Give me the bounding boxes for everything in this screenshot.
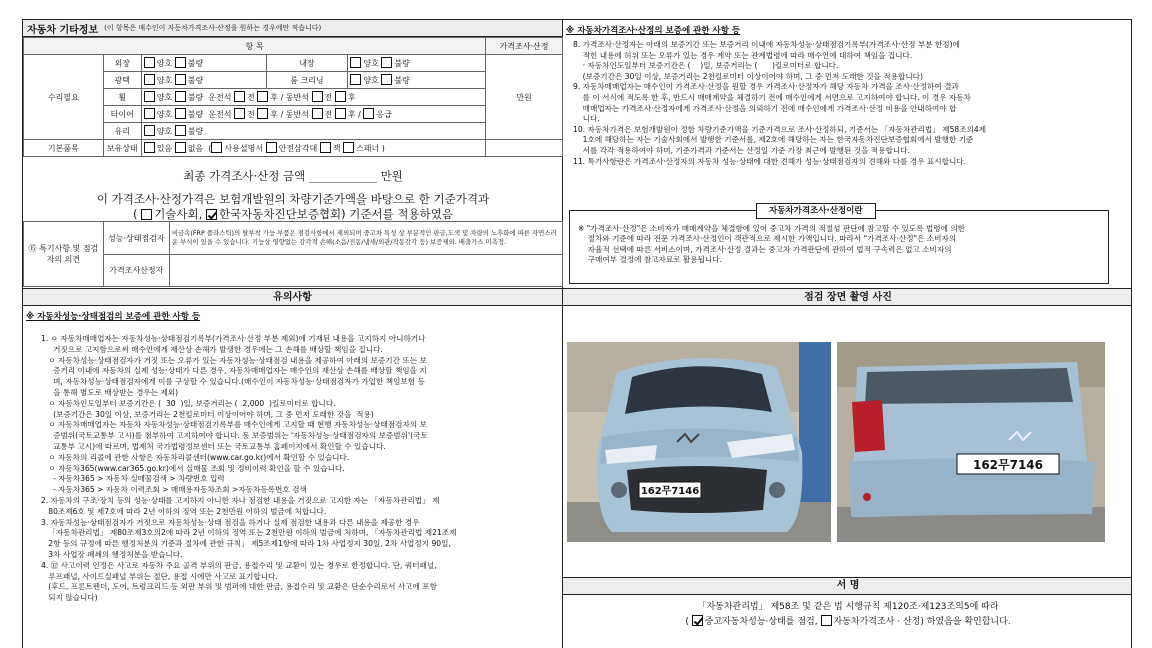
- front-car-photo: [567, 342, 831, 542]
- checkbox[interactable]: [381, 74, 392, 85]
- price-guarantee-items: [573, 40, 1128, 167]
- text-line: 니다.: [573, 114, 600, 124]
- text-line: (보증기간은 30일 이상, 보증거리는 2천킬로미터 이상이어야 하며, 그 중 먼저 도래한 것을 적용합니다): [573, 71, 923, 81]
- checkbox[interactable]: [343, 142, 354, 153]
- checkbox[interactable]: [175, 74, 186, 85]
- inspection-form-page: [22, 19, 1132, 648]
- exterior-options: 양호 불량: [141, 55, 266, 72]
- checkbox[interactable]: [363, 108, 374, 119]
- text-line: (후드, 프론트펜더, 도어, 트렁크리드 등 외판 부위 및 범퍼에 대한 판금, 용접수리 및 교환은 단순수리로서 사고에 포함: [41, 582, 437, 592]
- text-line: 되지 않습니다): [41, 593, 98, 603]
- text-line: 3차 사업장 폐쇄의 행정처분을 받습니다.: [41, 549, 183, 559]
- inspector-label: 성능·상태점검자: [103, 222, 169, 255]
- text-line: 를 이 서식에 적도록 한 후, 반드시 매매계약을 체결하기 전에 매수인에게 서면으로 고지하여야 합니다. 이 경우 자동차: [573, 92, 971, 102]
- text-line: 9. 자동차매매업자는 매수인이 가격조사·산정을 원할 경우 가격조사·산정자가 해당 자동차 가격을 조사·산정하여 결과: [573, 82, 959, 92]
- rear-plate: 162무7146: [972, 458, 1044, 472]
- checkbox-kadis[interactable]: [206, 209, 217, 220]
- inspector-note: 비금속(FRP 플라스틱)의 탈부착 가능 부품은 점검사항에서 제외되며 중고차 특성 상 부분적인 판금,도색 및 차량의 노후화에 따른 자연스러운 부식이 있을 수 있습니다. 기능상 영향없는 감각적 손해(소음/진동/냄새/외관/작동감각 등) 보증제외. 배출가스 미측정.: [169, 222, 562, 255]
- signature-line-1: 「자동차관리법」 제58조 및 같은 법 시행규칙 제120조·제123조의5에 따라: [697, 602, 999, 612]
- text-line: 증범위(국토교통부 고시)를 첨부하여 고지하여야 합니다. 동 보증범위는 '자동차성능·상태점검자의 보증범위'(국토: [41, 431, 428, 441]
- checkbox[interactable]: [175, 57, 186, 68]
- wheel-options: 양호 불량 운전석 전 후 / 동반석 전 후: [141, 89, 485, 106]
- text-line: - 자동차365 > 자동차 이력조회 > 매매용자동차조회 >자동차등록번호 검색: [41, 485, 307, 495]
- text-line: 4. ⑫ 사고이력 인정은 사고로 자동차 주요 골격 부위의 판금, 용접수리 및 교환이 있는 경우로 한정합니다. 단, 쿼터패널,: [41, 560, 437, 570]
- checkbox[interactable]: [312, 108, 323, 119]
- possession-options: 있음 없음 ( 사용설명서 안전삼각대 잭 스패너 ): [141, 140, 485, 157]
- glass-label: 유리: [103, 123, 141, 140]
- gloss-options: 양호 불량: [141, 72, 266, 89]
- text-line: 8. 가격조사·산정자는 아래의 보증기간 또는 보증거리 이내에 자동차성능·상태점검기록부(가격조사·산정 부분 한정)에: [573, 40, 960, 49]
- possession-label: 보유상태: [103, 140, 141, 157]
- text-line: 자율적 선택에 따른 서비스이며, 가격조사·산정 결과는 중고차 가격판단에 관하여 법적 구속력은 없고 소비자의: [578, 244, 952, 254]
- price-inspector-note: [169, 255, 562, 287]
- text-line: 며, 자동차성능·상태점검자에게 이를 구상할 수 있습니다.(매수인이 자동차성능·상태점검자가 가입한 책임보험 등: [41, 377, 425, 387]
- text-line: (보증기간은 30일 이상, 보증거리는 2천킬로미터 이상이어야 하며, 그 중 먼저 도래한 것을 적용): [41, 409, 374, 419]
- col-price-header: 가격조사·산정: [486, 38, 563, 55]
- section-title: 자동차 기타정보: [27, 24, 99, 36]
- text-line: · 자동차인도일부터 보증기간은 ( )일, 보증거리는 ( )킬로미터로 합니다.: [573, 61, 839, 71]
- text-line: 3. 자동차성능·상태점검자가 거짓으로 자동차성능·상태 점검을 하거나 실제 점검한 내용과 다른 내용을 제공한 경우: [41, 517, 420, 527]
- photo-title: 점검 장면 촬영 사진: [563, 289, 1132, 306]
- checkbox[interactable]: [335, 108, 346, 119]
- price-definition-box: [569, 206, 1109, 284]
- repair-label: 수리필요: [24, 55, 104, 140]
- text-line: 1. ㅇ 자동차매매업자는 자동차성능·상태점검기록부(가격조사·산정 부분 제외)에 기재된 내용을 고지하지 아니하거나: [41, 334, 426, 343]
- notice-subtitle: ※ 자동차성능·상태점검의 보증에 관한 사항 등: [26, 312, 201, 322]
- checkbox-price[interactable]: [821, 615, 832, 626]
- exterior-label: 외장: [103, 55, 141, 72]
- checkbox[interactable]: [144, 108, 155, 119]
- checkbox[interactable]: [211, 142, 222, 153]
- glass-options: 양호 불량: [141, 123, 485, 140]
- section-header: [23, 20, 562, 37]
- price-inspector-label: 가격조사산정자: [103, 255, 169, 287]
- text-line: 80조제6호 및 제7호에 따라 2년 이하의 징역 또는 2천만원 이하의 벌금에 처합니다.: [41, 506, 327, 516]
- text-line: 절차와 기준에 따라 전문 가격조사·산정인이 객관적으로 제시한 가액입니다. 따라서 "가격조사·산정"은 소비자의: [578, 234, 957, 244]
- price-definition-title: 자동차가격조사·산정이란: [756, 203, 876, 219]
- price-guarantee-section: [563, 20, 1132, 288]
- room-clean-options: 양호 불량: [348, 72, 486, 89]
- checkbox[interactable]: [144, 91, 155, 102]
- text-line: ㅇ 자동차인도일부터 보증기간은 ( 30 )일, 보증거리는 ( 2,000 )킬로미터로 합니다.: [41, 398, 336, 408]
- text-line: 교통부 고시)에 따르며, 법제처 국가법령정보센터 또는 국토교통부 홈페이지에서 확인할 수 있습니다.: [41, 441, 386, 451]
- checkbox[interactable]: [144, 74, 155, 85]
- text-line: - 자동차365 > 자동차 실매물검색 > 차량번호 입력: [41, 474, 225, 484]
- text-line: ㅇ 자동차의 리콜에 관한 사항은 자동차리콜센터(www.car.go.kr)에서 확인할 수 있습니다.: [41, 452, 350, 462]
- checkbox[interactable]: [144, 142, 155, 153]
- checkbox[interactable]: [175, 91, 186, 102]
- price-guarantee-title: ※ 자동차가격조사·산정의 보증에 관한 사항 등: [566, 26, 741, 36]
- text-line: ㅇ 자동차매매업자는 자동차 자동차성능·상태점검기록부를 매수인에게 고지할 때 현행 자동차성능·상태점검자의 보: [41, 420, 427, 430]
- text-line: 거짓으로 고지함으로써 매수인에게 재산상 손해가 발생한 경우에는 그 손해를 배상할 책임을 집니다.: [41, 344, 383, 354]
- checkbox[interactable]: [175, 142, 186, 153]
- text-line: 1호에 해당하는 자는 기술사회에서 발행한 기준서를, 제2호에 해당하는 자는 한국자동차진단보증협회에서 발행한 기준: [573, 135, 974, 145]
- checkbox[interactable]: [350, 74, 361, 85]
- checkbox[interactable]: [257, 108, 268, 119]
- checkbox[interactable]: [266, 142, 277, 153]
- text-line: 2. 자동차의 구조·장치 등의 성능·상태를 고지하지 아니한 자나 점검한 내용을 거짓으로 고지한 자는 「자동차관리법」 제: [41, 495, 440, 505]
- checkbox[interactable]: [175, 108, 186, 119]
- checkbox[interactable]: [144, 125, 155, 136]
- checkbox[interactable]: [320, 142, 331, 153]
- checkbox[interactable]: [175, 125, 186, 136]
- final-price-row: [23, 168, 563, 184]
- checkbox[interactable]: [335, 91, 346, 102]
- price-unit: 만원: [486, 55, 563, 140]
- checkbox[interactable]: [257, 91, 268, 102]
- tire-options: 양호 불량 운전석 전 후 / 동반석 전 후 / 응급: [141, 106, 485, 123]
- repair-table: [23, 37, 563, 157]
- tire-label: 타이어: [103, 106, 141, 123]
- final-price-label: 최종 가격조사·산정 금액: [183, 169, 306, 183]
- basis-line-2: ( 기술사회, 한국자동차진단보증협회) 기준서를 적용하였음: [133, 207, 453, 221]
- text-line: 「자동차관리법」 제80조제3호의2에 따라 2년 이하의 징역 또는 2천만원 이하의 벌금에 처하며, 「자동차관리법 제21조제: [41, 528, 457, 538]
- checkbox[interactable]: [381, 57, 392, 68]
- basis-line-1: 이 가격조사·산정가격은 보험개발원의 차량기준가액을 바탕으로 한 기준가격과: [96, 192, 490, 206]
- text-line: 구매여부 결정에 참고자료로 활용됩니다.: [578, 255, 723, 265]
- checkbox[interactable]: [350, 57, 361, 68]
- gloss-label: 광택: [103, 72, 141, 89]
- notice-title: 유의사항: [23, 289, 562, 306]
- wheel-label: 휠: [103, 89, 141, 106]
- interior-label: 내장: [266, 55, 348, 72]
- text-line: ㅇ 자동차365(www.car365.go.kr)에서 실매물 조회 및 정비이력 확인을 할 수 있습니다.: [41, 463, 345, 473]
- text-line: 2항 등의 규정에 따른 행정처분의 기준과 절차에 관한 규칙」 제5조제1항에 따라 1차 사업정지 30일, 2차 사업정지 90일,: [41, 539, 451, 549]
- checkbox[interactable]: [312, 91, 323, 102]
- final-price-unit: 만원: [380, 169, 403, 183]
- photo-section: [563, 288, 1132, 648]
- signature-title: 서 명: [563, 577, 1132, 595]
- text-line: 적힌 내용에 허위 또는 오류가 있는 경우 계약 또는 관계법령에 따라 매수인에 대하여 책임을 집니다.: [573, 50, 913, 60]
- text-line: 루프패널, 사이드실패널 부위는 절단, 용접 시에만 사고로 표기합니다.: [41, 571, 278, 581]
- front-plate: 162무7146: [640, 486, 700, 497]
- text-line: ※ "가격조사·산정"은 소비자가 매매계약을 체결함에 있어 중고차 가격의 적절성 판단에 참고할 수 있도록 법령에 의한: [578, 224, 965, 233]
- text-line: 11. 특기사항란은 가격조사·산정자의 자동차 성능·상태에 대한 견해가 성능·상태점검자의 견해와 다를 경우 표시합니다.: [573, 156, 967, 166]
- checkbox-tech-society[interactable]: [141, 209, 152, 220]
- text-line: 을 통해 별도로 배상받는 경우는 제외): [41, 387, 179, 397]
- final-price-input[interactable]: [309, 169, 377, 183]
- notice-lines: [41, 334, 561, 604]
- col-item-header: 항 목: [24, 38, 486, 55]
- basic-label: 기본품목: [24, 140, 104, 157]
- text-line: 10. 자동차가격은 보험개발원이 정한 차량기준가액을 기준가격으로 조사·산정하되, 기준서는 「자동차관리법」 제58조의4제: [573, 124, 987, 134]
- interior-options: 양호 불량: [348, 55, 486, 72]
- room-clean-label: 룸 크리닝: [266, 72, 348, 89]
- text-line: ㅇ 자동차성능·상태점검자가 거짓 또는 오류가 있는 자동차성능·상태점검 내용을 제공하여 아래의 보증기간 또는 보: [41, 355, 427, 365]
- checkbox[interactable]: [234, 91, 245, 102]
- checkbox[interactable]: [234, 108, 245, 119]
- price-definition-text: [578, 224, 1108, 266]
- special-notes-label: ⑮ 특기사항 및 점검자의 의견: [24, 222, 104, 287]
- notice-section: [23, 288, 563, 648]
- special-notes-table: [23, 221, 563, 287]
- rear-car-photo: [837, 342, 1105, 542]
- text-line: 서를 각각 적용하여야 하며, 기준가격과 기준서는 산정일 기준 가장 최근에 발행된 것을 적용합니다.: [573, 145, 910, 155]
- basic-price-cell: [486, 140, 563, 157]
- checkbox[interactable]: [144, 57, 155, 68]
- text-line: 증거리 이내에 자동차의 실제 성능·상태가 다른 경우, 자동차매매업자는 매수인의 재산상 손해를 배상할 책임을 지: [41, 366, 427, 376]
- vehicle-other-info-section: [23, 20, 563, 288]
- text-line: 매매업자는 가격조사·산정자에게 가격조사·산정을 의뢰하기 전에 매수인에게 가격조사·산정 비용을 안내하여야 합: [573, 103, 957, 113]
- signature-line-2: ( 중고자동차성능·상태를 점검, 자동차가격조사 · 산정) 하였음을 확인합니다.: [685, 617, 1011, 627]
- section-subtitle: (이 항목은 매수인이 자동차가격조사·산정을 원하는 경우에만 적습니다): [104, 24, 322, 32]
- checkbox-performance[interactable]: [692, 615, 703, 626]
